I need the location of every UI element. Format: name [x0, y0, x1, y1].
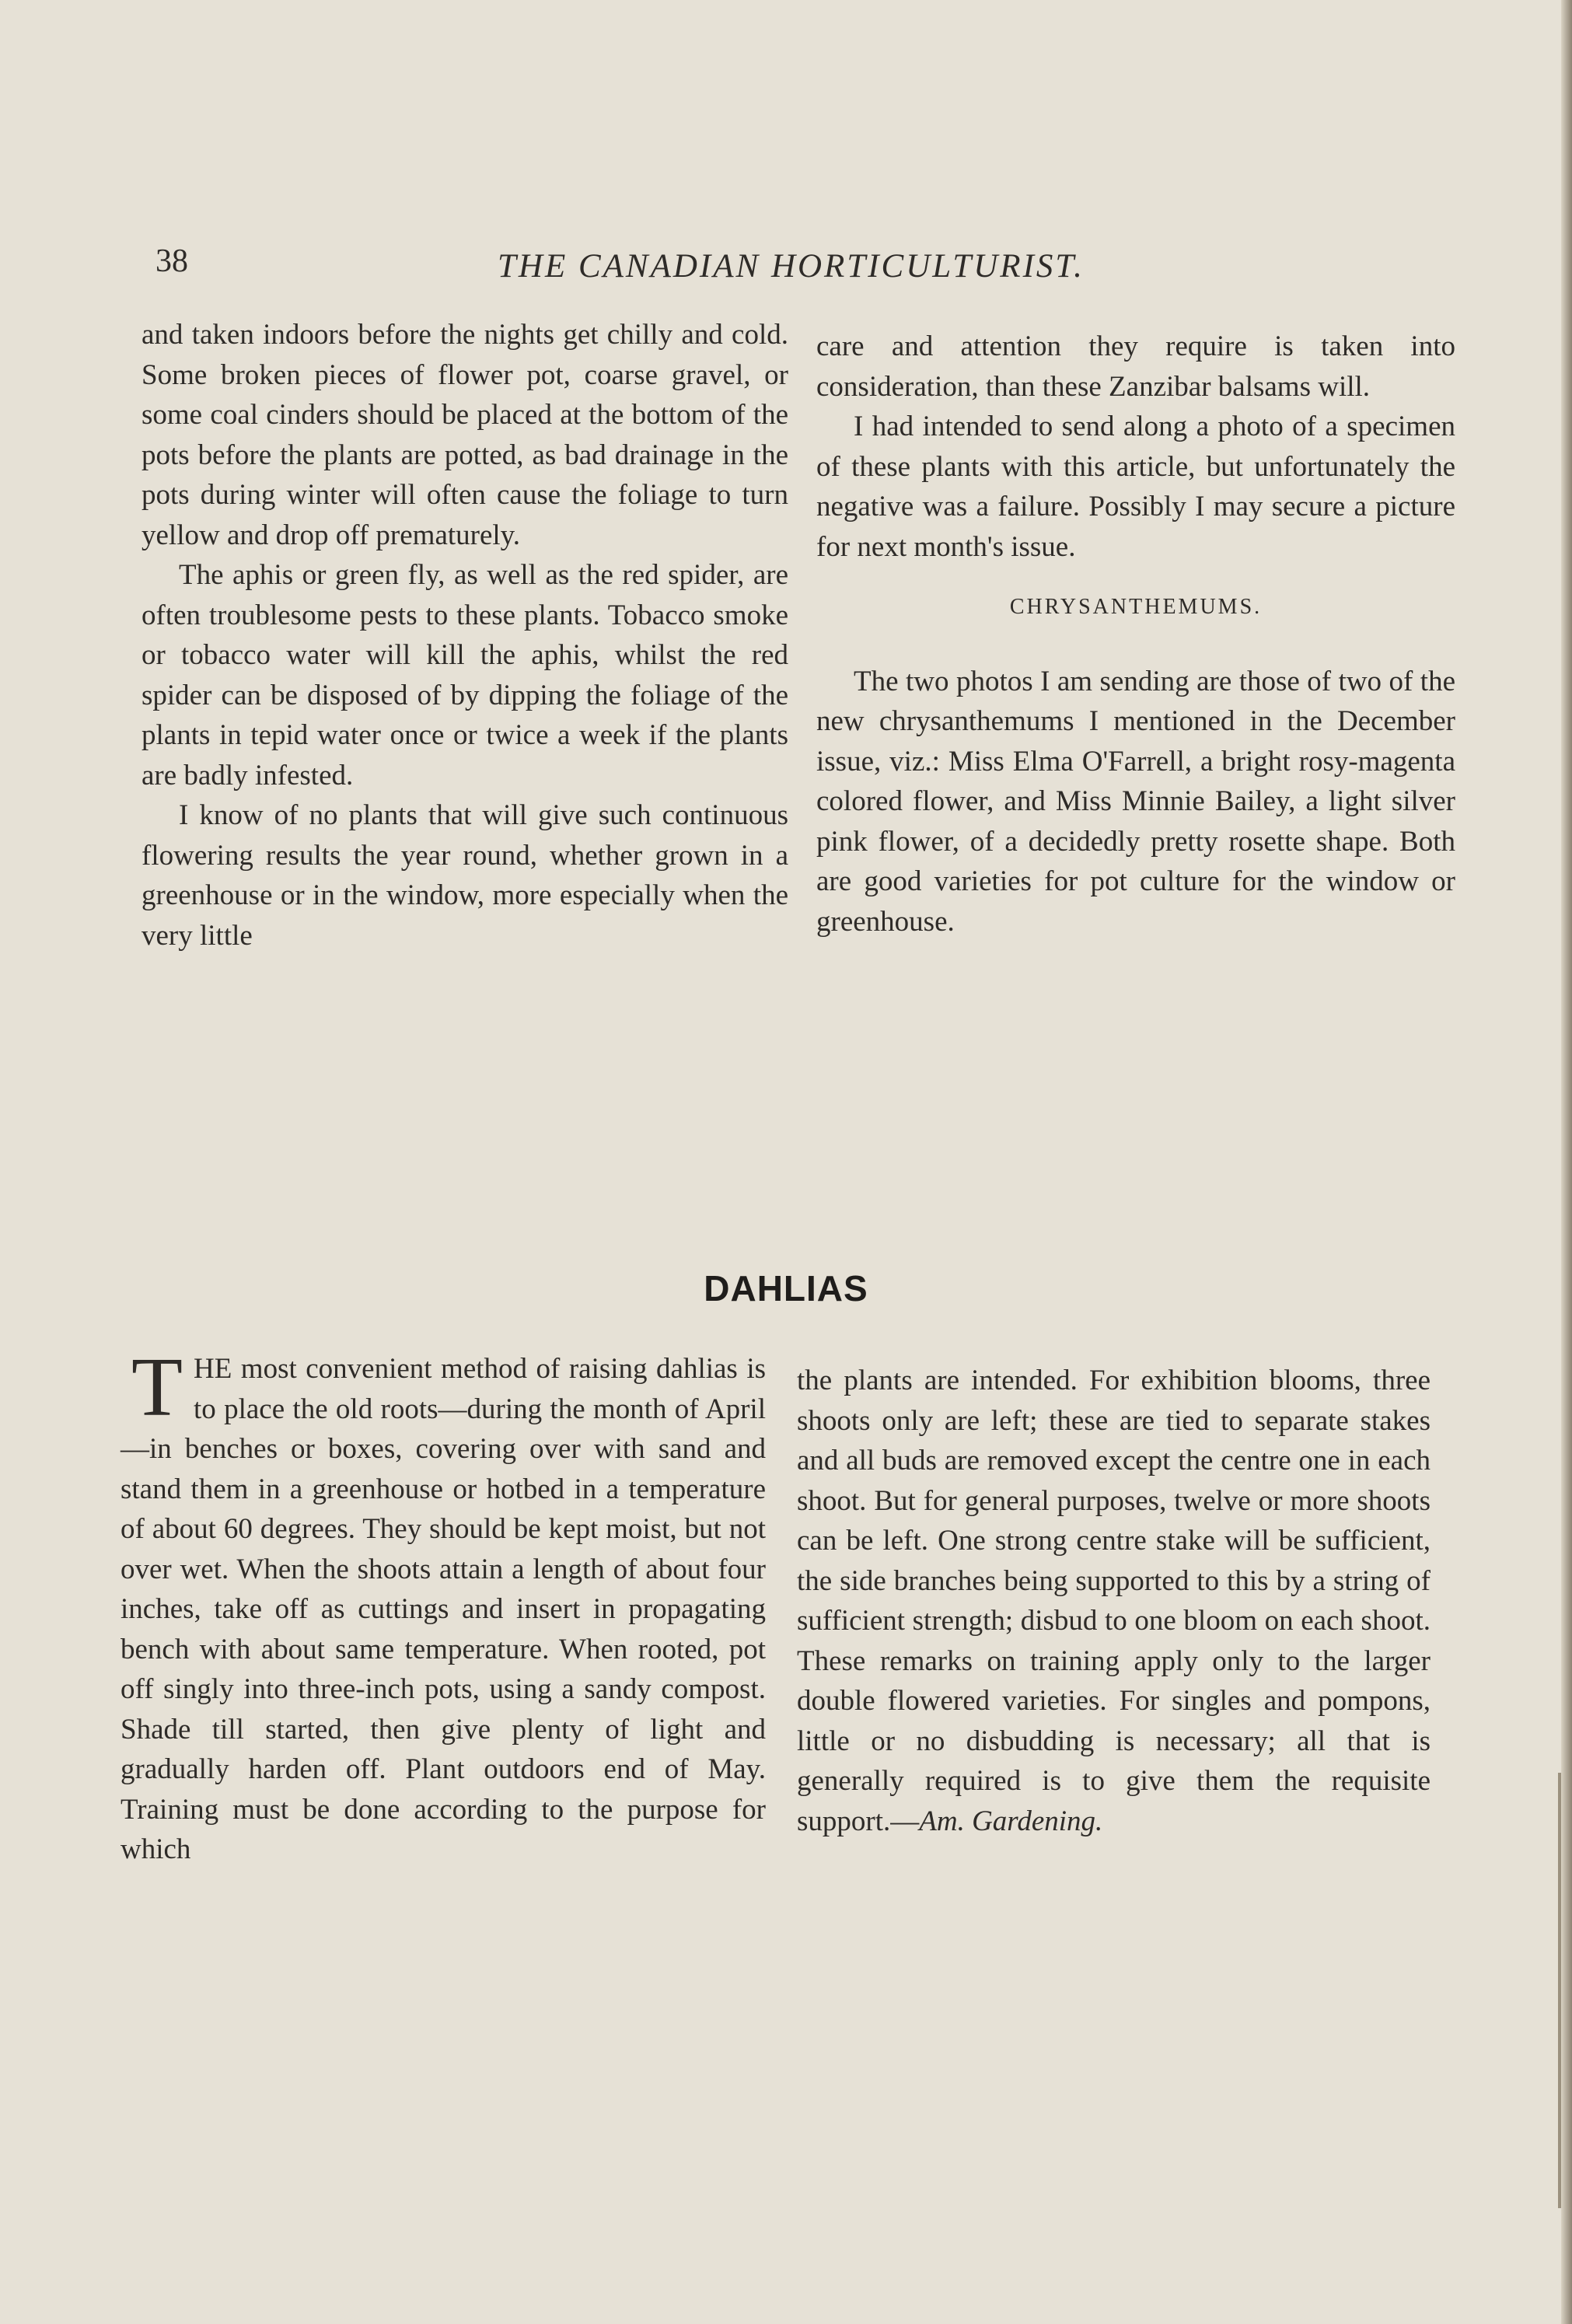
top-left-column: [141, 315, 788, 956]
page-header: [155, 243, 1143, 289]
paragraph: I know of no plants that will give such continuous flowering results the year round, whether grown in a greenhouse or in the window, more especially when the very little: [141, 799, 788, 952]
dahlias-heading: DAHLIAS: [704, 1268, 868, 1309]
dahlias-opening-paragraph: [121, 1341, 766, 1870]
paragraph: The aphis or green fly, as well as the red spider, are often troublesome pests to these plants. Tobacco smoke or tobacco water will kill the aphis, whilst the red spider can be disposed of by dipping the foliage of the plants in tepid water once or twice a week if the plants are badly infested.: [141, 559, 788, 792]
paragraph: and taken indoors before the nights get chilly and cold. Some broken pieces of flower pot, coarse gravel, or some coal cinders should be placed at the bottom of the pots before the plants are potted, as bad drainage in the pots during winter will often cause the foliage to turn yellow and drop off prematurely.: [141, 319, 788, 551]
page-edge-shadow: [1561, 0, 1572, 2324]
paragraph-text: most convenient method of raising dahlias is to place the old roots—during the month of April—in benches or boxes, covering over with sand and stand them in a greenhouse or hotbed in a temperature of about 60 degrees. They should be kept moist, but not over wet. When the shoots attain a length of about four inches, take off as cuttings and insert in propagating bench with about same temperature. When rooted, pot off singly into three-inch pots, using a sandy compost. Shade till started, then give plenty of light and gradually harden off. Plant outdoors end of May. Training must be done according to the purpose for which: [121, 1353, 766, 1865]
dahlias-left-column: [121, 1341, 766, 1870]
chrysanthemums-subheading: CHRYSANTHEMUMS.: [1009, 595, 1263, 619]
paragraph: [797, 1361, 1431, 1841]
source-credit: Am. Gardening.: [919, 1805, 1103, 1837]
paragraph-text: the plants are intended. For exhibition blooms, three shoots only are left; these are tied to separate stakes and all buds are removed except the centre one in each shoot. But for general purposes, twelve or more shoots can be left. One strong centre stake will be sufficient, the side branches being supported to this by a string of sufficient strength; disbud to one bloom on each shoot. These remarks on training apply only to the larger double flowered varieties. For singles and pompons, little or no disbudding is necessary; all that is generally required is to give them the requisite support.—: [797, 1365, 1431, 1837]
drop-cap: T: [131, 1341, 183, 1434]
paragraph: care and attention they require is taken into consideration, than these Zanzibar balsams will.: [816, 330, 1455, 403]
top-right-column: [816, 327, 1455, 942]
paragraph: I had intended to send along a photo of a specimen of these plants with this article, but unfortunately the negative was a failure. Possibly I may secure a picture for next month's issue.: [816, 411, 1455, 563]
paragraph: The two photos I am sending are those of two of the new chrysanthemums I mentioned in the December issue, viz.: Miss Elma O'Farrell, a bright rosy-magenta colored flower, and Miss Minnie Bailey, a light silver pink flower, of a decidedly pretty rosette shape. Both are good varieties for pot culture for the window or greenhouse.: [816, 665, 1455, 938]
dahlias-right-column: [797, 1361, 1431, 1841]
page-edge-mark: [1558, 1773, 1561, 2208]
opening-word-rest: HE: [193, 1353, 232, 1385]
running-head: THE CANADIAN HORTICULTURIST.: [498, 248, 1085, 285]
page-number: 38: [155, 243, 188, 279]
